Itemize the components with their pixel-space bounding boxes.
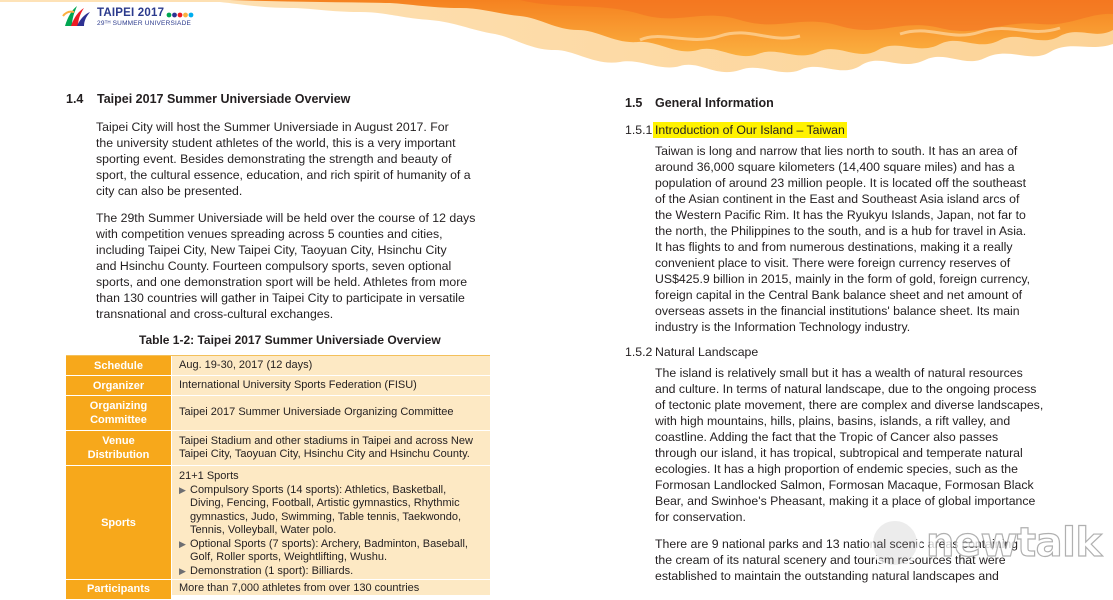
text-line: There are 9 national parks and 13 national scenic areas containing <box>655 537 1018 551</box>
bullet-text: Tennis, Volleyball, Water polo. <box>190 524 337 536</box>
island-paragraph <box>655 143 1049 335</box>
cell-line: International University Sports Federation (FISU) <box>179 378 417 391</box>
table-row <box>66 580 490 600</box>
newtalk-circle-icon <box>870 518 920 568</box>
text-line: Taipei City will host the Summer Universiade in August 2017. For <box>96 120 449 134</box>
text-line: through our island, it has tropical, subtropical and temperate natural <box>655 446 1023 460</box>
row-key: Organizing Committee <box>66 396 172 430</box>
text-line: Formosan Landlocked Salmon, Formosan Macaque, Formosan Black <box>655 478 1034 492</box>
overview-paragraph-2 <box>96 210 490 322</box>
text-line: sports, and one demonstration sport will be held. Athletes from more <box>96 275 468 289</box>
row-value <box>179 356 485 375</box>
text-line: sporting event. Besides demonstrating the strength and beauty of <box>96 152 452 166</box>
table-row <box>66 431 490 466</box>
bullet-text: Optional Sports (7 sports): Archery, Badminton, Baseball, <box>190 537 468 550</box>
text-line: with high mountains, hills, plains, basins, islands, a rift valley, and <box>655 414 1011 428</box>
section-title: Taipei 2017 Summer Universiade Overview <box>97 92 351 106</box>
bullet-item <box>179 565 485 579</box>
bullet-text: Demonstration (1 sport): Billiards. <box>190 564 354 577</box>
row-value <box>179 466 485 579</box>
text-line: of tectonic plate movement, there are complex and diverse landscapes, <box>655 398 1044 412</box>
text-line: and Hsinchu County. Fourteen compulsory sports, seven optional <box>96 259 452 273</box>
section-number: 1.4 <box>66 92 84 106</box>
text-line: around 36,000 square kilometers (14,400 square miles) and has a <box>655 160 1015 174</box>
bullet-item <box>179 538 485 552</box>
section-number: 1.5 <box>625 96 643 110</box>
text-line: than 130 countries will gather in Taipei City to participate in versatile <box>96 291 465 305</box>
text-line: transnational and cross-cultural exchanges. <box>96 307 334 321</box>
text-line: the cream of its natural scenery and tourism resources that were <box>655 553 1006 567</box>
cell-line: Aug. 19-30, 2017 (12 days) <box>179 358 313 371</box>
logo-subtitle: 29ᵀᴴ SUMMER UNIVERSIADE <box>97 20 191 27</box>
cell-line: Taipei Stadium and other stadiums in Taipei and across New <box>179 434 473 447</box>
bullet-text: Compulsory Sports (14 sports): Athletics, Basketball, <box>190 483 447 496</box>
section-heading-1-5 <box>625 96 774 110</box>
bullet-item <box>179 484 485 498</box>
overview-paragraph-1 <box>96 119 490 199</box>
row-value <box>179 396 485 430</box>
section-heading-1-4 <box>66 92 350 106</box>
newtalk-watermark <box>870 518 1106 568</box>
text-line: sport, the cultural essence, education, and rich spirit of humanity of a <box>96 168 471 182</box>
text-line: industry is the Information Technology industry. <box>655 320 911 334</box>
row-key: Organizer <box>66 376 172 395</box>
watermark-text: newtalk <box>926 520 1102 566</box>
text-line: population of around 23 million people. It is located off the southeast <box>655 176 1026 190</box>
text-line: the university student athletes of the world, this is a very important <box>96 136 456 150</box>
bullet-text: Diving, Fencing, Football, Artistic gymnastics, Rhythmic <box>190 497 460 509</box>
text-line: The 29th Summer Universiade will be held over the course of 12 days <box>96 211 476 225</box>
text-line: the Western Pacific Rim. It has the Ryukyu Islands, Japan, not far to <box>655 208 1026 222</box>
text-line: city can also be presented. <box>96 184 243 198</box>
text-line: established to maintain the outstanding natural landscapes and <box>655 569 999 583</box>
triangle-bullet-icon: ▶ <box>179 538 186 549</box>
row-key: Venue Distribution <box>66 431 172 465</box>
text-line: the north, the Philippines to the south, and is a hub for travel in Asia. <box>655 224 1027 238</box>
text-line: coastline. Adding the fact that the Tropic of Cancer also passes <box>655 430 999 444</box>
text-line: The island is relatively small but it has a wealth of natural resources <box>655 366 1023 380</box>
row-key: Participants <box>66 580 172 599</box>
event-logo <box>62 4 202 30</box>
text-line: overseas assets in the financial institutions' balance sheet. Its main <box>655 304 1020 318</box>
row-value <box>179 580 485 599</box>
universiade-dots-icon <box>166 11 194 19</box>
subheading-1-5-1 <box>625 123 847 137</box>
subsection-title: Natural Landscape <box>655 345 759 359</box>
row-key: Sports <box>66 466 172 579</box>
text-line: of the Asian continent in the East and Southeast Asia island arcs of <box>655 192 1020 206</box>
highlighted-subsection-title: Introduction of Our Island – Taiwan <box>655 123 845 137</box>
cell-line: Taipei City, Taoyuan City, Hsinchu City and Hsinchu County. <box>179 448 470 460</box>
text-line: convenient place to visit. There were foreign currency reserves of <box>655 256 1011 270</box>
text-line: Taiwan is long and narrow that lies north to south. It has an area of <box>655 144 1018 158</box>
table-row <box>66 396 490 431</box>
text-line: ecologies. It has a high proportion of endemic species, such as the <box>655 462 1018 476</box>
cell-line: Taipei 2017 Summer Universiade Organizing Committee <box>179 406 454 419</box>
text-line: and culture. In terms of natural landscape, due to the ongoing process <box>655 382 1037 396</box>
universiade-swoosh-icon <box>62 4 92 28</box>
subsection-number: 1.5.2 <box>625 345 653 359</box>
text-line: foreign capital in the Central Bank balance sheet and net amount of <box>655 288 1023 302</box>
subsection-number: 1.5.1 <box>625 123 653 137</box>
table-row <box>66 466 490 580</box>
text-line: including Taipei City, New Taipei City, Taoyuan City, Hsinchu City <box>96 243 447 257</box>
text-line: Bear, and Swinhoe's Pheasant, making it a place of global importance <box>655 494 1036 508</box>
triangle-bullet-icon: ▶ <box>179 484 186 495</box>
row-key: Schedule <box>66 356 172 375</box>
bullet-text: gymnastics, Judo, Swimming, Table tennis, Taekwondo, <box>190 510 462 523</box>
bullet-text: Golf, Roller sports, Weightlifting, Wushu. <box>190 551 388 563</box>
table-caption: Table 1-2: Taipei 2017 Summer Universiade Overview <box>139 333 441 347</box>
landscape-paragraph <box>655 365 1049 525</box>
overview-table <box>66 355 490 595</box>
row-value <box>179 431 485 465</box>
row-value <box>179 376 485 395</box>
text-line: for conservation. <box>655 510 746 524</box>
triangle-bullet-icon: ▶ <box>179 565 186 576</box>
subheading-1-5-2 <box>625 345 758 359</box>
logo-name: TAIPEI 2017 <box>97 7 165 19</box>
cell-line: More than 7,000 athletes from over 130 countries <box>179 582 420 594</box>
section-title: General Information <box>655 96 774 110</box>
table-row <box>66 376 490 396</box>
cell-line: 21+1 Sports <box>179 470 239 482</box>
text-line: US$425.9 billion in 2015, mainly in the form of gold, foreign currency, <box>655 272 1031 286</box>
table-row <box>66 356 490 376</box>
text-line: with competition venues spreading across 5 counties and cities, <box>96 227 443 241</box>
text-line: It has flights to and from numerous destinations, making it a really <box>655 240 1013 254</box>
